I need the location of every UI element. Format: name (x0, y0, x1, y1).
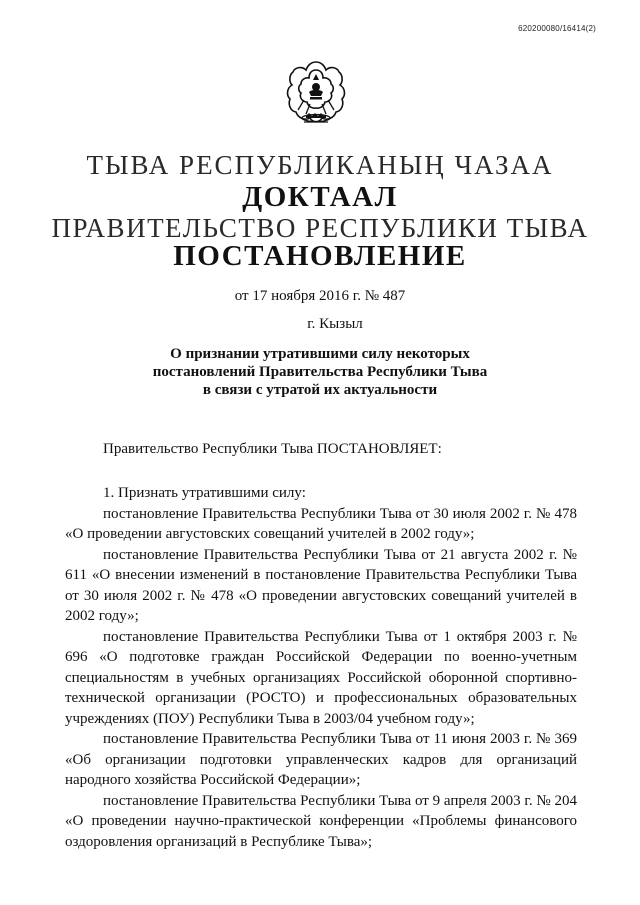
body-paragraph: постановление Правительства Республики Тыва от 30 июля 2002 г. № 478 «О проведении августовских совещаний учителей в 2002 году»; (65, 505, 577, 542)
body-paragraph: постановление Правительства Республики Тыва от 9 апреля 2003 г. № 204 «О проведении научно-практической конференции «Проблемы финансового оздоровления организаций в Республике Тыва»; (65, 792, 577, 850)
body-paragraph: постановление Правительства Республики Тыва от 1 октября 2003 г. № 696 «О подготовке граждан Российской Федерации по военно-учетным специальностям в учебных организациях Российской оборонной спортивно-технической организации (РОСТО) и профессиональных образовательных учреждениях (ПОУ) Республики Тыва в 2003/04 учебном году»; (65, 628, 577, 727)
coat-of-arms-icon (276, 56, 356, 136)
decree-lead: Правительство Республики Тыва ПОСТАНОВЛЯЕТ: (103, 441, 442, 457)
document-code: 620200080/16414(2) (518, 24, 596, 33)
body-paragraph: постановление Правительства Республики Тыва от 11 июня 2003 г. № 369 «Об организации подготовки управленческих кадров для организаций народного хозяйства Российской Федерации»; (65, 731, 577, 788)
header-doktaal: ДОКТААЛ (242, 181, 398, 213)
document-title (0, 345, 640, 399)
document-title-line: в связи с утратой их актуальности (202, 382, 438, 398)
header-government-tuva: ПРАВИТЕЛЬСТВО РЕСПУБЛИКИ ТЫВА (51, 213, 589, 243)
document-title-line: О признании утратившими силу некоторых (170, 346, 470, 362)
document-city: г. Кызыл (307, 316, 363, 332)
document-title-line: постановлений Правительства Республики Тыва (152, 364, 488, 380)
document-date-number: от 17 ноября 2016 г. № 487 (234, 288, 406, 304)
header-tyva-government: ТЫВА РЕСПУБЛИКАНЫҢ ЧАЗАА (86, 150, 554, 180)
body-paragraph: постановление Правительства Республики Тыва от 21 августа 2002 г. № 611 «О внесении изменений в постановление Правительства Республики Тыва от 30 июля 2002 г. № 478 «О проведении августовских совещаний учителей в 2002 году»; (65, 546, 577, 624)
body-item-1: 1. Признать утратившими силу: (103, 485, 306, 501)
document-body (65, 483, 577, 852)
header-postanovlenie: ПОСТАНОВЛЕНИЕ (173, 240, 467, 272)
